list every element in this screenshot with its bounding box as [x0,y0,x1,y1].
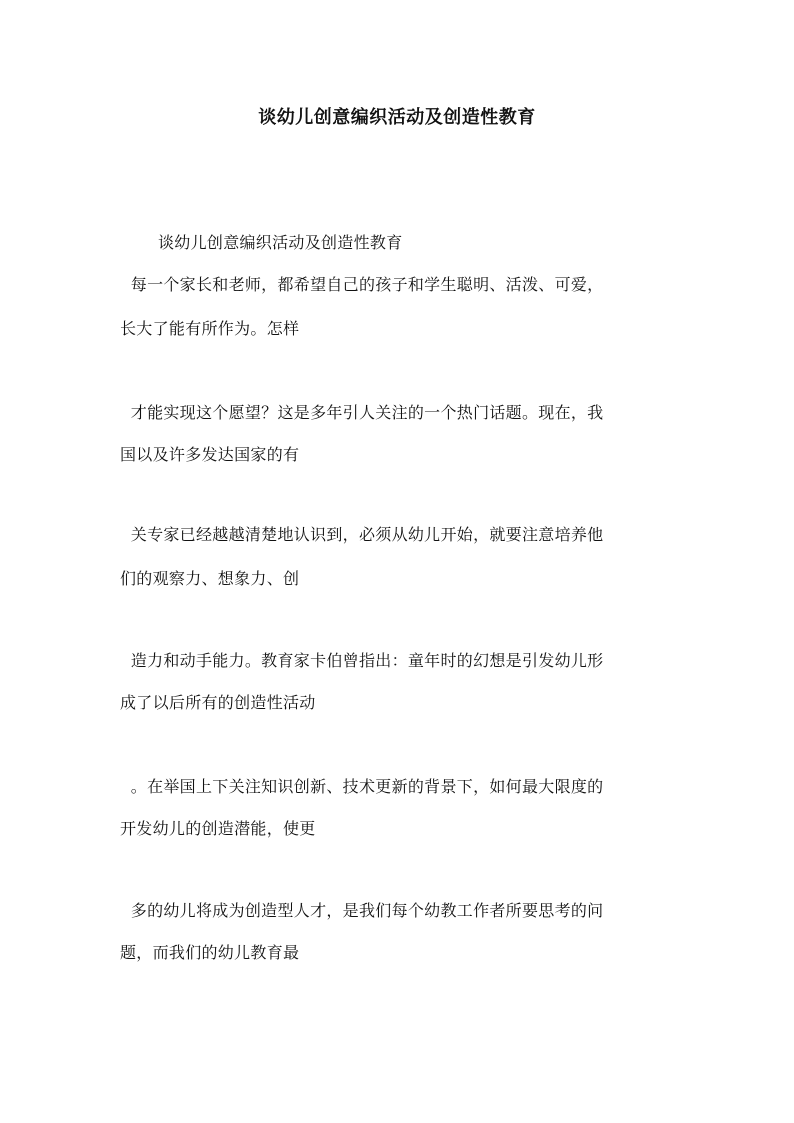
paragraph-line: 开发幼儿的创造潜能，使更 [120,819,316,838]
paragraph-line: 每一个家长和老师，都希望自己的孩子和学生聪明、活泼、可爱， [120,275,604,294]
paragraph-line: 成了以后所有的创造性活动 [120,693,316,712]
paragraph-line: 国以及许多发达国家的有 [120,445,300,464]
document-title: 谈幼儿创意编织活动及创造性教育 [258,107,536,128]
paragraph-line: 们的观察力、想象力、创 [120,569,300,588]
paragraph-line: 多的幼儿将成为创造型人才，是我们每个幼教工作者所要思考的问 [120,901,604,920]
document-subtitle: 谈幼儿创意编织活动及创造性教育 [158,233,403,252]
paragraph-line: 造力和动手能力。教育家卡伯曾指出：童年时的幻想是引发幼儿形 [120,651,604,670]
paragraph-line: 题，而我们的幼儿教育最 [120,943,300,962]
paragraph-line: 才能实现这个愿望？这是多年引人关注的一个热门话题。现在，我 [120,403,604,422]
paragraph-line: 关专家已经越越清楚地认识到，必须从幼儿开始，就要注意培养他 [120,525,604,544]
paragraph-line: 长大了能有所作为。怎样 [120,319,300,338]
paragraph-line: 。在举国上下关注知识创新、技术更新的背景下，如何最大限度的 [120,777,604,796]
